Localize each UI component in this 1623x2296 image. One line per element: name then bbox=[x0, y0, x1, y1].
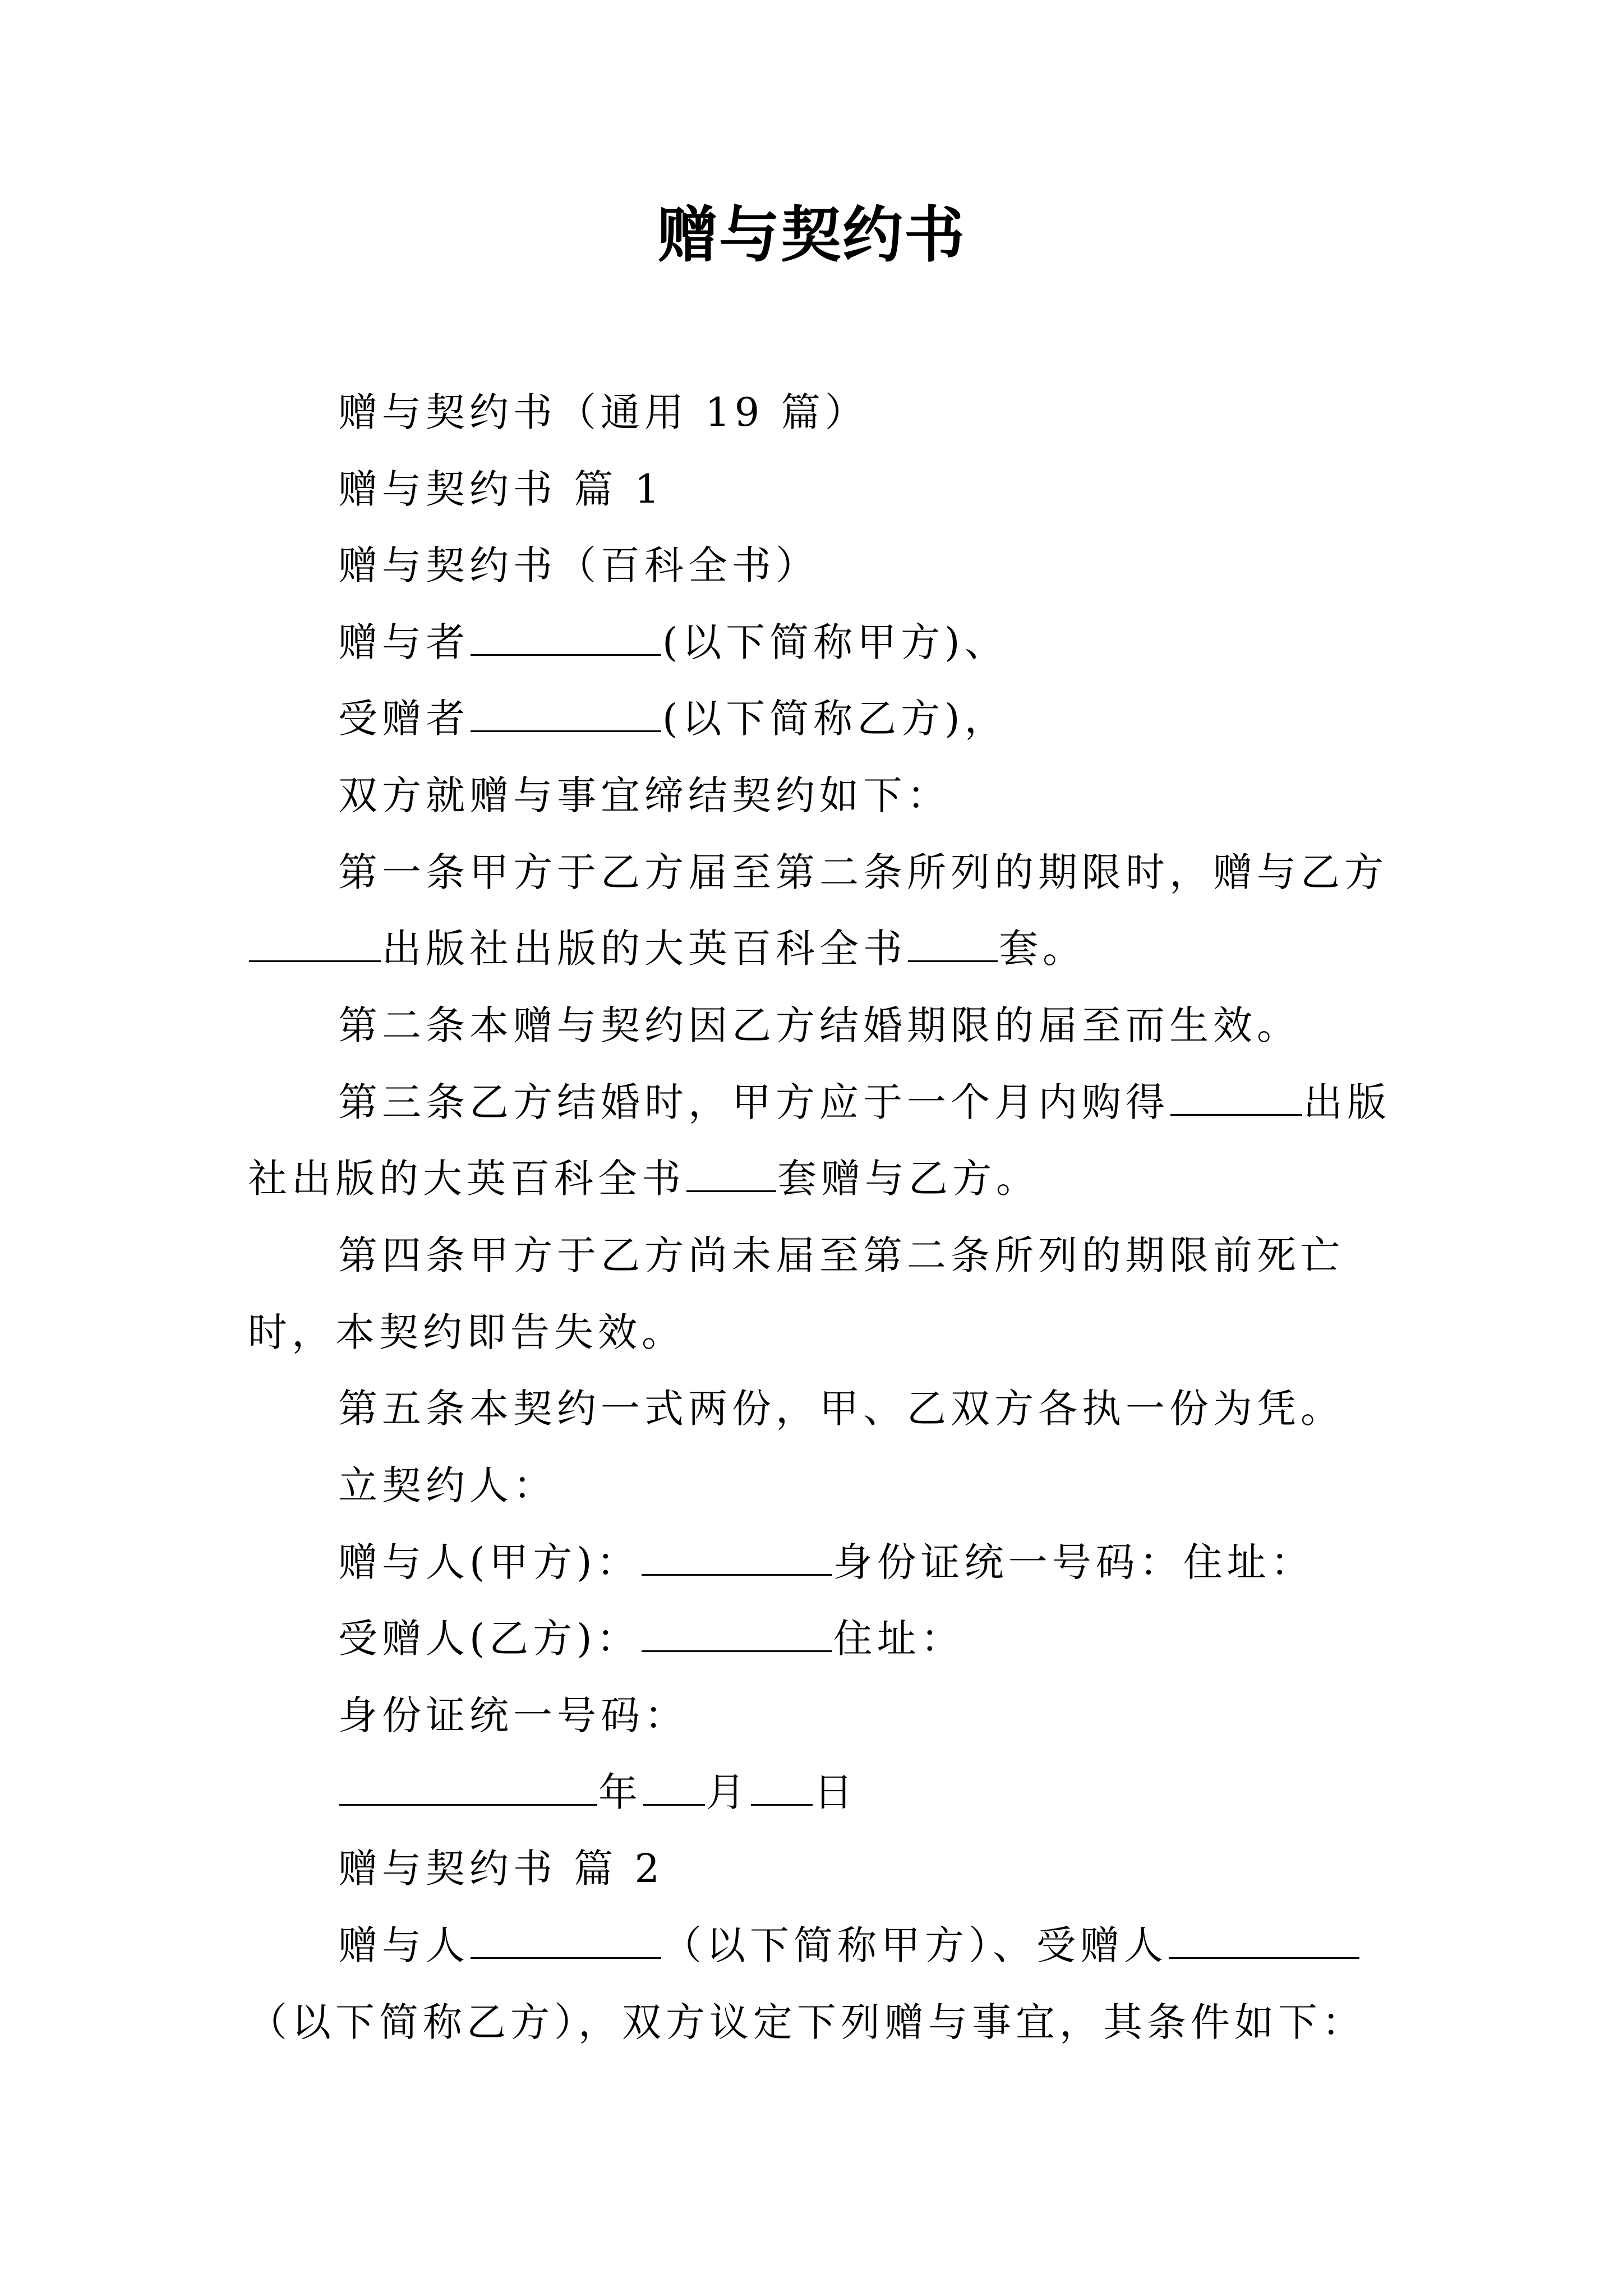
subtitle-line bbox=[338, 540, 819, 591]
year-blank bbox=[339, 1773, 597, 1806]
party-b-blank bbox=[642, 1619, 832, 1652]
agreement-intro bbox=[338, 770, 951, 821]
month-label: 月 bbox=[706, 1769, 750, 1815]
section-2-donee-text: （以下简称甲方）、受赠人 bbox=[662, 1922, 1168, 1968]
party-a-id-address: 身份证统一号码：住址： bbox=[833, 1539, 1315, 1585]
party-a-line bbox=[338, 1537, 1315, 1588]
article-4-text: 第四条甲方于乙方尚未届至第二条所列的期限前死亡 bbox=[338, 1232, 1344, 1278]
subtitle-text: 赠与契约书（百科全书） bbox=[338, 542, 819, 588]
article-3-publisher-text: 出版 bbox=[1303, 1079, 1391, 1125]
year-label: 年 bbox=[598, 1769, 642, 1815]
party-b-address: 住址： bbox=[833, 1616, 965, 1662]
donor-line bbox=[338, 617, 1008, 668]
donee-line bbox=[338, 693, 1008, 744]
article-4-cont-text: 时，本契约即告失效。 bbox=[248, 1309, 685, 1355]
article-1-text: 第一条甲方于乙方届至第二条所列的期限时，赠与乙方 bbox=[338, 849, 1388, 895]
collection-heading bbox=[338, 387, 869, 438]
article-3-sets-blank bbox=[686, 1159, 776, 1192]
section-2-donee-blank bbox=[1169, 1926, 1359, 1959]
sets-blank bbox=[908, 929, 998, 962]
section-2-line-2 bbox=[248, 1997, 1366, 2047]
section-2-line-1 bbox=[338, 1920, 1361, 1971]
article-1-sets-text: 套。 bbox=[999, 926, 1086, 972]
donor-suffix: (以下简称甲方)、 bbox=[662, 619, 1008, 665]
donee-label: 受赠者 bbox=[338, 696, 469, 742]
party-a-label: 赠与人(甲方)： bbox=[338, 1539, 640, 1585]
agreement-intro-text: 双方就赠与事宜缔结契约如下： bbox=[338, 772, 951, 818]
article-2-text: 第二条本赠与契约因乙方结婚期限的届至而生效。 bbox=[338, 1002, 1301, 1048]
id-number-line bbox=[338, 1690, 688, 1741]
article-3-book-text: 社出版的大英百科全书 bbox=[248, 1156, 685, 1202]
article-3-line-1 bbox=[338, 1077, 1391, 1128]
article-3-sets-text: 套赠与乙方。 bbox=[777, 1156, 1040, 1202]
month-blank bbox=[643, 1773, 705, 1806]
section-heading-1 bbox=[338, 464, 664, 514]
id-number-label: 身份证统一号码： bbox=[338, 1692, 688, 1738]
publisher-blank bbox=[249, 929, 381, 962]
article-1-line-2 bbox=[248, 923, 1086, 974]
section-2-donor-label: 赠与人 bbox=[338, 1922, 469, 1968]
day-label: 日 bbox=[814, 1769, 857, 1815]
article-3-publisher-blank bbox=[1170, 1083, 1302, 1116]
collection-heading-text: 赠与契约书（通用 19 篇） bbox=[338, 389, 869, 435]
section-heading-1-text: 赠与契约书 篇 1 bbox=[338, 466, 665, 512]
party-a-blank bbox=[642, 1543, 832, 1576]
section-heading-2 bbox=[338, 1843, 664, 1894]
article-3-line-2 bbox=[248, 1153, 1040, 1204]
date-line bbox=[338, 1767, 857, 1818]
article-3-text: 第三条乙方结婚时，甲方应于一个月内购得 bbox=[338, 1079, 1169, 1125]
article-1-line-1 bbox=[338, 847, 1388, 898]
donee-suffix: (以下简称乙方)， bbox=[662, 696, 1008, 742]
signatories-heading bbox=[338, 1460, 557, 1511]
day-blank bbox=[751, 1773, 813, 1806]
article-1-publisher-text: 出版社出版的大英百科全书 bbox=[382, 926, 907, 972]
article-5 bbox=[338, 1383, 1344, 1434]
section-2-cont-text: （以下简称乙方），双方议定下列赠与事宜，其条件如下： bbox=[248, 1999, 1366, 2045]
party-b-line bbox=[338, 1613, 965, 1664]
party-b-label: 受赠人(乙方)： bbox=[338, 1616, 640, 1662]
document-title: 赠与契约书 bbox=[657, 200, 966, 270]
section-2-donor-blank bbox=[471, 1926, 661, 1959]
article-4-line-1 bbox=[338, 1230, 1344, 1281]
section-heading-2-text: 赠与契约书 篇 2 bbox=[338, 1846, 665, 1892]
article-4-line-2 bbox=[248, 1307, 685, 1358]
article-5-text: 第五条本契约一式两份，甲、乙双方各执一份为凭。 bbox=[338, 1386, 1344, 1432]
donor-blank bbox=[471, 623, 661, 656]
signatories-heading-text: 立契约人： bbox=[338, 1462, 557, 1508]
donor-label: 赠与者 bbox=[338, 619, 469, 665]
article-2 bbox=[338, 1000, 1301, 1051]
donee-blank bbox=[471, 699, 661, 732]
